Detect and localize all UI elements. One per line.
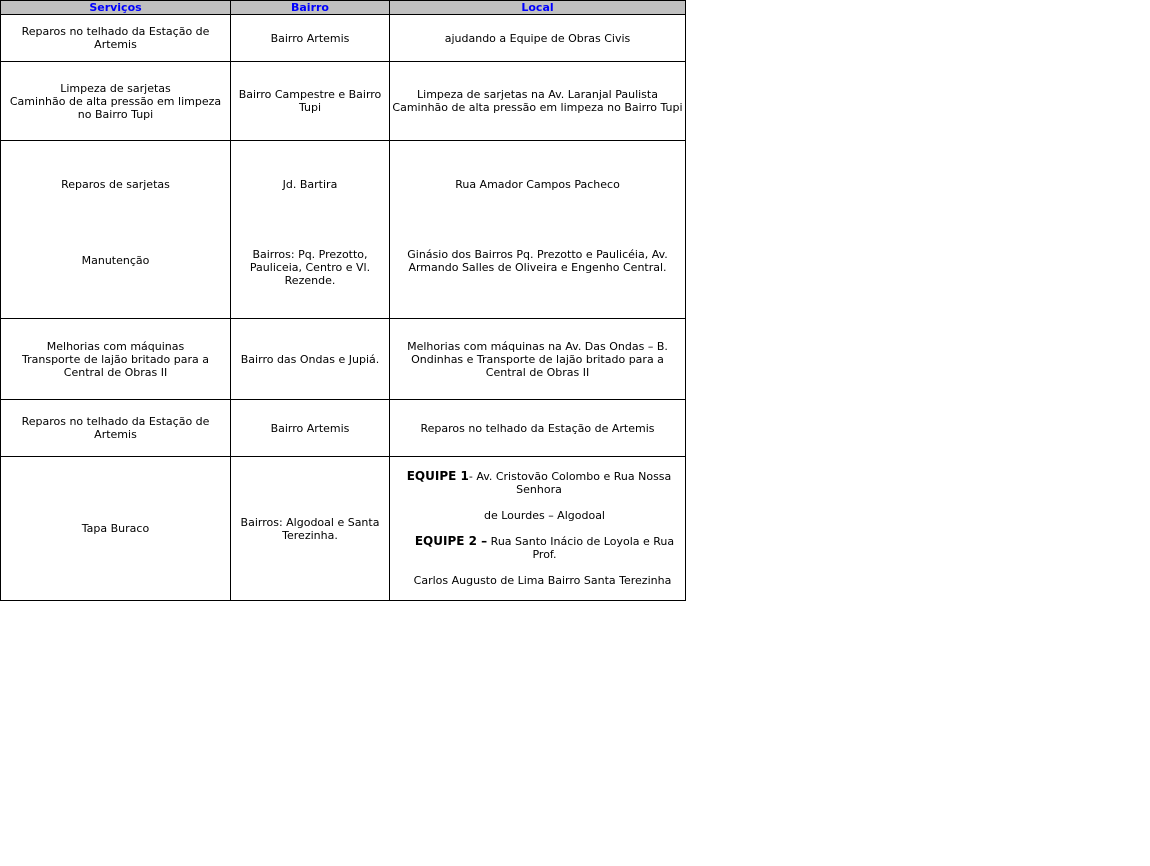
cell-bairro: Bairro Artemis bbox=[231, 400, 390, 457]
cell-servico: Melhorias com máquinas Transporte de lajão britado para a Central de Obras II bbox=[1, 319, 231, 400]
cell-bairro-bottom: Bairros: Pq. Prezotto, Pauliceia, Centro e Vl. Rezende. bbox=[249, 248, 371, 287]
cell-servico: Reparos no telhado da Estação de Artemis bbox=[1, 15, 231, 62]
cell-local-top: Rua Amador Campos Pacheco bbox=[455, 178, 620, 191]
equipe2-label: EQUIPE 2 – bbox=[414, 534, 488, 548]
cell-servico: Tapa Buraco bbox=[1, 457, 231, 601]
cell-local: Reparos no telhado da Estação de Artemis bbox=[390, 400, 686, 457]
equipe2-line bbox=[392, 535, 683, 561]
header-local: Local bbox=[390, 1, 686, 15]
header-bairro: Bairro bbox=[231, 1, 390, 15]
equipe1-label: EQUIPE 1 bbox=[406, 469, 469, 483]
table-row bbox=[1, 457, 686, 601]
cell-servico-top: Reparos de sarjetas bbox=[61, 178, 170, 191]
cell-local: Limpeza de sarjetas na Av. Laranjal Paulista Caminhão de alta pressão em limpeza no Bairro Tupi bbox=[390, 62, 686, 141]
table-row bbox=[1, 319, 686, 400]
equipe2-text: Rua Santo Inácio de Loyola e Rua Prof. bbox=[487, 535, 675, 561]
equipe1-line-2: de Lourdes – Algodoal bbox=[484, 509, 605, 522]
cell-servico bbox=[1, 141, 231, 319]
cell-servico: Limpeza de sarjetas Caminhão de alta pressão em limpeza no Bairro Tupi bbox=[1, 62, 231, 141]
cell-local bbox=[390, 457, 686, 601]
cell-split bbox=[231, 154, 389, 305]
cell-bairro bbox=[231, 141, 390, 319]
cell-bairro: Bairro Artemis bbox=[231, 15, 390, 62]
cell-local: ajudando a Equipe de Obras Civis bbox=[390, 15, 686, 62]
cell-servico: Reparos no telhado da Estação de Artemis bbox=[1, 400, 231, 457]
cell-bairro: Bairro Campestre e Bairro Tupi bbox=[231, 62, 390, 141]
cell-bairro: Bairro das Ondas e Jupiá. bbox=[231, 319, 390, 400]
equipe1-text: - Av. Cristovão Colombo e Rua Nossa Senhora bbox=[468, 470, 672, 496]
table-row bbox=[1, 15, 686, 62]
table-row bbox=[1, 400, 686, 457]
header-row bbox=[1, 1, 686, 15]
cell-servico-bottom: Manutenção bbox=[81, 254, 150, 267]
cell-local-bottom: Ginásio dos Bairros Pq. Prezotto e Paulicéia, Av. Armando Salles de Oliveira e Engenho Central. bbox=[407, 248, 668, 274]
cell-bairro-top: Jd. Bartira bbox=[282, 178, 338, 191]
table-row bbox=[1, 141, 686, 319]
cell-split bbox=[1, 154, 230, 305]
cell-local bbox=[390, 141, 686, 319]
cell-split bbox=[390, 154, 685, 305]
equipe1-line bbox=[392, 470, 683, 496]
equipe2-line-2: Carlos Augusto de Lima Bairro Santa Terezinha bbox=[413, 574, 672, 587]
header-servicos: Serviços bbox=[1, 1, 231, 15]
cell-local: Melhorias com máquinas na Av. Das Ondas – B. Ondinhas e Transporte de lajão britado para a Central de Obras II bbox=[390, 319, 686, 400]
services-table bbox=[0, 0, 686, 601]
cell-bairro: Bairros: Algodoal e Santa Terezinha. bbox=[231, 457, 390, 601]
table-row bbox=[1, 62, 686, 141]
